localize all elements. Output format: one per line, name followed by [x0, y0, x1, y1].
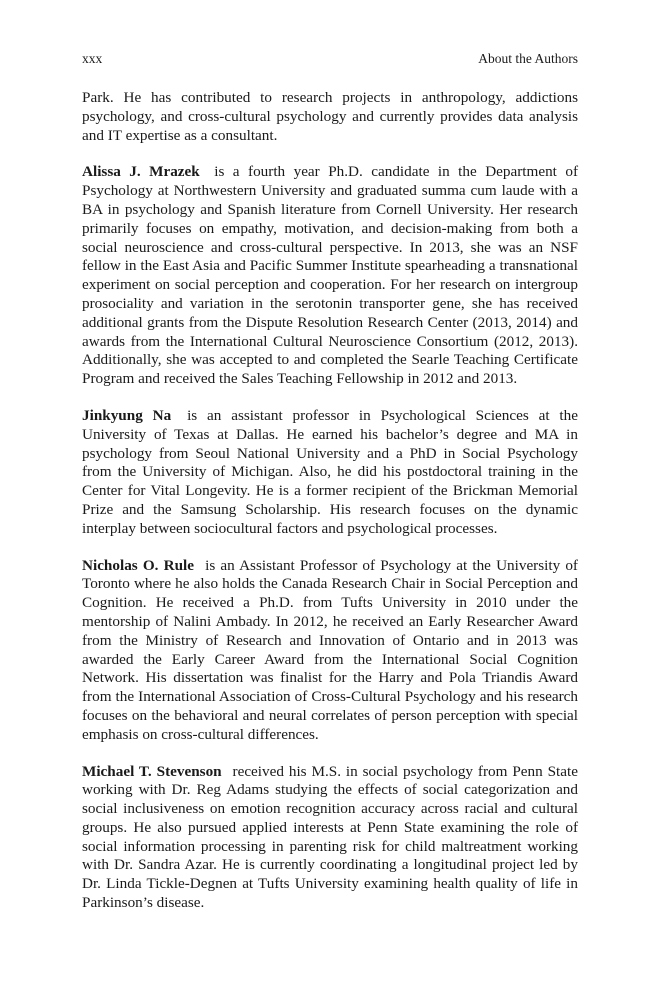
author-name: Michael T. Stevenson: [82, 762, 222, 780]
author-name: Jinkyung Na: [82, 406, 172, 424]
bio-text: is a fourth year Ph.D. candidate in the Department of Psychology at Northwestern University and graduated summa cum laude with a BA in psychology and Spanish literature from Cornell University. Her research primarily focuses on empathy, motivation, and decision-making from both a social neuroscience and cross-cultural perspective. In 2013, she was an NSF fellow in the East Asia and Pacific Summer Institute spearheading a transnational experiment on social perception and cooperation. For her research on intergroup prosociality and variation in the serotonin transporter gene, she has received additional grants from the Dispute Resolution Research Center (2013, 2014) and awards from the International Cultural Neuroscience Consortium (2012, 2013). Additionally, she was accepted to and completed the Searle Teaching Certificate Program and received the Sales Teaching Fellowship in 2012 and 2013.: [82, 163, 579, 388]
author-name: Alissa J. Mrazek: [82, 163, 200, 181]
bio-text: received his M.S. in social psychology from Penn State working with Dr. Reg Adams studying the effects of social categorization and social inclusiveness on emotion recognition accuracy across racial and cultural groups. He also pursued applied interests at Penn State examining the role of social information processing in parenting risk for child maltreatment working with Dr. Sandra Azar. He is currently coordinating a longitudinal project led by Dr. Linda Tickle-Degnen at Tufts University examining health quality of life in Parkinson’s disease.: [82, 762, 578, 912]
author-bios: [82, 89, 578, 931]
bio-paragraph-stevenson: [82, 763, 578, 913]
bio-paragraph-mrazek: [82, 163, 578, 389]
bio-text: is an assistant professor in Psychological Sciences at the University of Texas at Dallas. He earned his bachelor’s degree and MA in psychology from Seoul National University and a PhD in Social Psychology from the University of Michigan. Also, he did his postdoctoral training in the Center for Vital Longevity. He is a former recipient of the Brickman Memorial Prize and the Samsung Scholarship. His research focuses on the dynamic interplay between sociocultural factors and psychological processes.: [82, 406, 578, 537]
bio-paragraph-continued: [82, 89, 578, 145]
book-page: [82, 0, 578, 1000]
bio-text: is an Assistant Professor of Psychology at the University of Toronto where he also holds the Canada Research Chair in Social Perception and Cognition. He received a Ph.D. from Tufts University in 2010 under the mentorship of Nalini Ambady. In 2012, he received an Early Researcher Award from the Ministry of Research and Innovation of Ontario and in 2013 was awarded the Early Career Award from the International Social Cognition Network. His dissertation was finalist for the Harry and Pola Triandis Award from the International Association of Cross-Cultural Psychology and his research focuses on the behavioral and neural correlates of person perception with special emphasis on cross-cultural differences.: [82, 556, 578, 743]
page-number: xxx: [82, 51, 103, 66]
bio-text: Park. He has contributed to research projects in anthropology, addictions psychology, and cross-cultural psychology and currently provides data analysis and IT expertise as a consultant.: [82, 89, 578, 144]
bio-paragraph-na: [82, 407, 578, 539]
author-name: Nicholas O. Rule: [82, 556, 194, 574]
bio-paragraph-rule: [82, 557, 578, 745]
section-title: About the Authors: [478, 51, 578, 66]
